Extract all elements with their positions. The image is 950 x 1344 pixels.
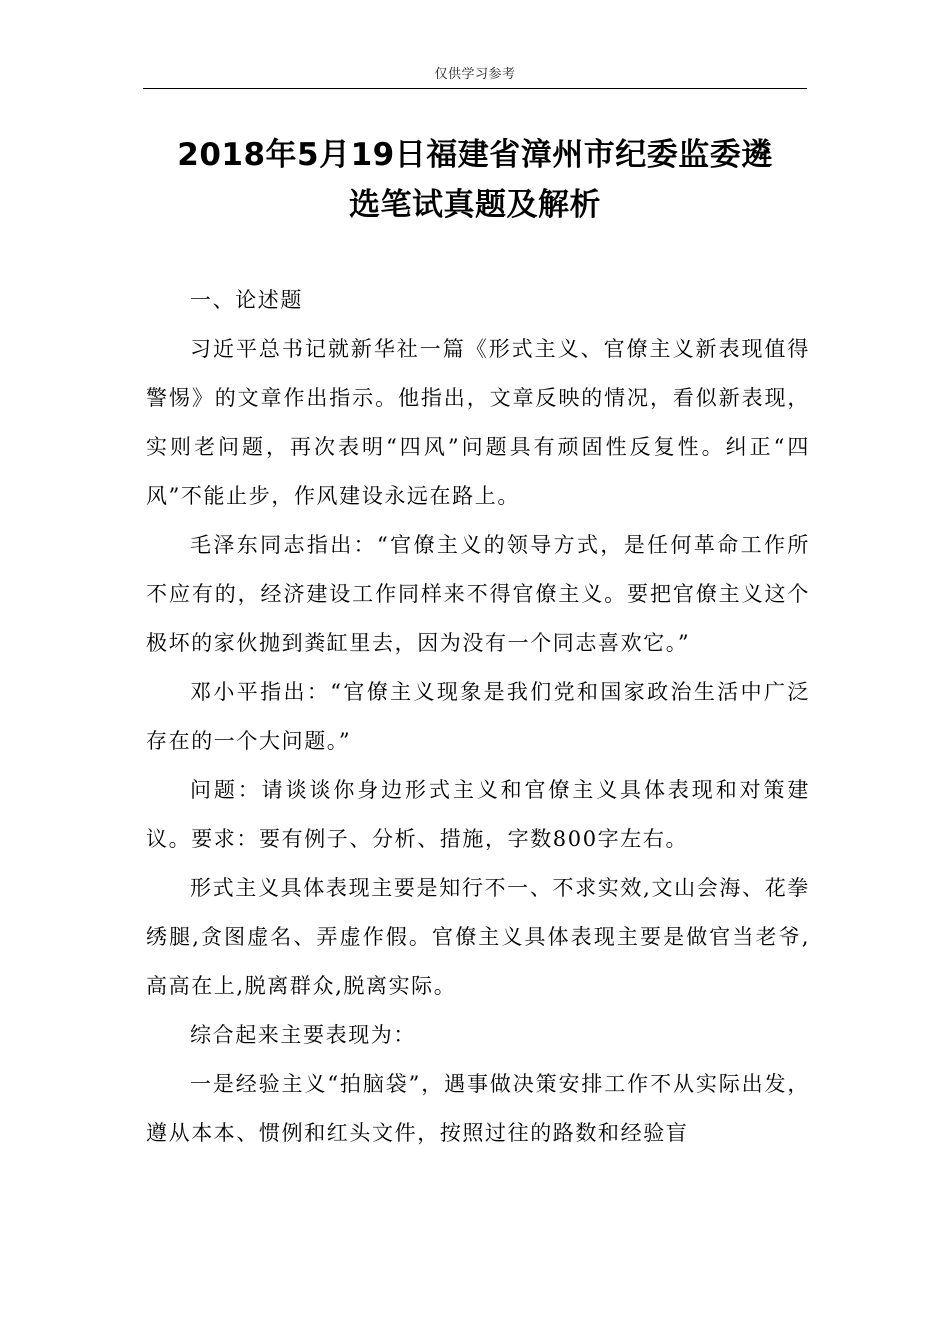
title-line-2: 选笔试真题及解析 <box>349 187 601 223</box>
header-text: 仅供学习参考 <box>434 67 516 82</box>
section-heading: 一、论述题 <box>190 288 303 312</box>
body-paragraph: 一是经验主义“拍脑袋”，遇事做决策安排工作不从实际出发，遵从本本、惯例和红头文件，按照过往的路数和经验盲 <box>146 1072 810 1145</box>
body-paragraph: 综合起来主要表现为： <box>190 1023 416 1047</box>
page-header <box>143 62 807 89</box>
question-paragraph: 问题：请谈谈你身边形式主义和官僚主义具体表现和对策建议。要求：要有例子、分析、措施，字数800字左右。 <box>146 778 810 851</box>
document-body <box>146 276 810 1158</box>
body-paragraph: 习近平总书记就新华社一篇《形式主义、官僚主义新表现值得警惕》的文章作出指示。他指出，文章反映的情况，看似新表现，实则老问题，再次表明“四风”问题具有顽固性反复性。纠正“四风”不能止步，作风建设永远在路上。 <box>146 337 810 508</box>
document-title <box>143 130 807 230</box>
title-line-1: 2018年5月19日福建省漳州市纪委监委遴 <box>177 137 773 173</box>
body-paragraph: 邓小平指出：“官僚主义现象是我们党和国家政治生活中广泛存在的一个大问题。” <box>146 680 810 753</box>
body-paragraph: 形式主义具体表现主要是知行不一、不求实效,文山会海、花拳绣腿,贪图虚名、弄虚作假。官僚主义具体表现主要是做官当老爷,高高在上,脱离群众,脱离实际。 <box>146 876 810 998</box>
body-paragraph: 毛泽东同志指出：“官僚主义的领导方式，是任何革命工作所不应有的，经济建设工作同样来不得官僚主义。要把官僚主义这个极坏的家伙抛到粪缸里去，因为没有一个同志喜欢它。” <box>146 533 810 655</box>
